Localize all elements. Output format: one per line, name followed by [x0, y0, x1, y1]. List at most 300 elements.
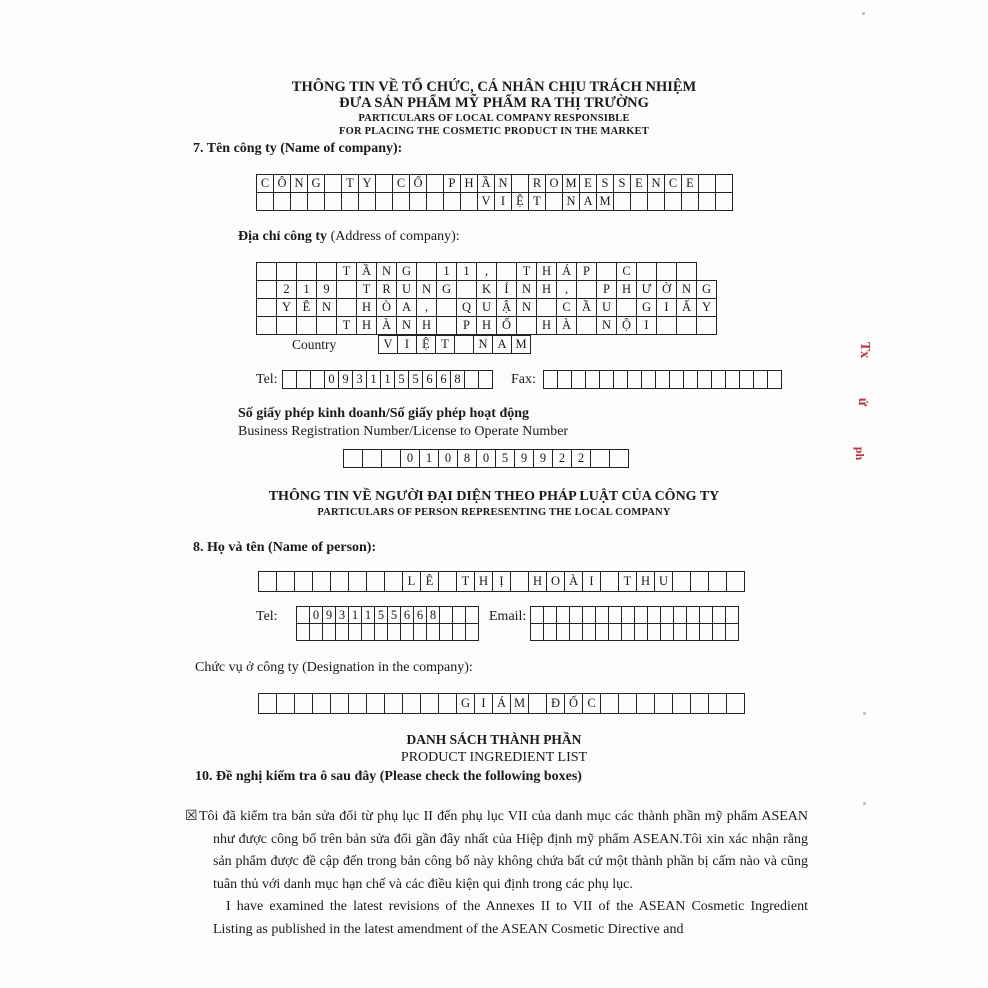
email-row: [531, 607, 739, 624]
license-cell: 0: [439, 450, 458, 468]
designation-cell: [619, 694, 637, 714]
designation-cell: [367, 694, 385, 714]
company-name-cell: [325, 175, 342, 193]
company-name-cell: Ầ: [478, 175, 495, 193]
address-cell: [457, 281, 477, 299]
address-cell: [677, 317, 697, 335]
designation-cell: [295, 694, 313, 714]
designation-cell: [727, 694, 745, 714]
tel-cell: 0: [325, 371, 339, 389]
fax-label: Fax:: [511, 372, 536, 387]
address-cell: [277, 317, 297, 335]
rep-tel-cell: [466, 624, 479, 641]
rep-title-en: PARTICULARS OF PERSON REPRESENTING THE LOCAL COMPANY: [317, 507, 671, 518]
address-cell: À: [377, 317, 397, 335]
rep-tel-cell: 5: [388, 607, 401, 624]
fax-cell: [768, 371, 782, 389]
fax-cell: [656, 371, 670, 389]
ingredient-title-en: PRODUCT INGREDIENT LIST: [400, 750, 588, 765]
address-cell: [577, 281, 597, 299]
address-cell: I: [657, 299, 677, 317]
person-name-cell: [727, 572, 745, 592]
rep-tel-cell: [375, 624, 388, 641]
rep-tel-cell: 6: [401, 607, 414, 624]
rep-title-vn: THÔNG TIN VỀ NGƯỜI ĐẠI DIỆN THEO PHÁP LUẬT CỦA CÔNG TY: [268, 489, 720, 504]
address-label: [238, 229, 460, 245]
tel-cell: [311, 371, 325, 389]
designation-label: Chức vụ ở công ty (Designation in the company):: [195, 660, 473, 675]
address-cell: K: [477, 281, 497, 299]
designation-cell: [691, 694, 709, 714]
address-cell: [657, 263, 677, 281]
address-cell: Ò: [377, 299, 397, 317]
license-cell: 1: [420, 450, 439, 468]
designation-cell: [637, 694, 655, 714]
company-name-cell: T: [342, 175, 359, 193]
address-cell: Ư: [637, 281, 657, 299]
address-cell: [277, 263, 297, 281]
address-cell: Y: [277, 299, 297, 317]
company-name-cell: [648, 193, 665, 211]
tel-cell: 1: [367, 371, 381, 389]
rep-tel-cell: 0: [310, 607, 323, 624]
fax-cell: [628, 371, 642, 389]
fax-grid: [543, 370, 782, 389]
designation-cell: [601, 694, 619, 714]
person-name-row: [259, 572, 745, 592]
address-cell: N: [377, 263, 397, 281]
address-cell: [257, 317, 277, 335]
fax-cell: [698, 371, 712, 389]
rep-tel-cell: [440, 624, 453, 641]
fax-cell: [712, 371, 726, 389]
company-name-cell: E: [682, 175, 699, 193]
email-cell: [700, 624, 713, 641]
person-name-cell: I: [583, 572, 601, 592]
designation-cell: [421, 694, 439, 714]
company-name-cell: [546, 193, 563, 211]
address-cell: [677, 263, 697, 281]
person-name-label: 8. Họ và tên (Name of person):: [193, 540, 377, 555]
address-cell: [657, 317, 677, 335]
email-cell: [596, 624, 609, 641]
company-name-cell: P: [444, 175, 461, 193]
person-name-cell: H: [529, 572, 547, 592]
email-cell: [622, 624, 635, 641]
section-title-en-1: PARTICULARS OF LOCAL COMPANY RESPONSIBLE: [358, 113, 630, 124]
address-cell: 2: [277, 281, 297, 299]
license-row: [344, 450, 629, 468]
designation-cell: [709, 694, 727, 714]
license-label-vn: Số giấy phép kinh doanh/Số giấy phép hoạt động: [238, 406, 530, 421]
address-cell: Ầ: [577, 299, 597, 317]
address-cell: G: [637, 299, 657, 317]
fax-cell: [726, 371, 740, 389]
address-cell: Ậ: [497, 299, 517, 317]
rep-tel-cell: 6: [414, 607, 427, 624]
address-cell: Ộ: [617, 317, 637, 335]
license-cell: [344, 450, 363, 468]
designation-cell: [349, 694, 367, 714]
address-cell: ,: [557, 281, 577, 299]
address-cell: [257, 281, 277, 299]
person-name-cell: [511, 572, 529, 592]
company-name-cell: [444, 193, 461, 211]
tel-cell: [283, 371, 297, 389]
address-cell: [257, 299, 277, 317]
company-name-cell: T: [529, 193, 546, 211]
company-name-cell: R: [529, 175, 546, 193]
company-name-label: 7. Tên công ty (Name of company):: [193, 141, 403, 156]
email-cell: [687, 607, 700, 624]
person-name-cell: [367, 572, 385, 592]
email-cell: [544, 607, 557, 624]
company-name-cell: N: [291, 175, 308, 193]
country-cell: Ệ: [417, 336, 436, 354]
address-cell: T: [337, 263, 357, 281]
address-cell: [537, 299, 557, 317]
company-name-cell: [308, 193, 325, 211]
rep-tel-cell: [453, 624, 466, 641]
company-name-cell: E: [631, 175, 648, 193]
person-name-cell: [601, 572, 619, 592]
company-name-cell: [291, 193, 308, 211]
address-cell: P: [577, 263, 597, 281]
address-cell: [437, 317, 457, 335]
license-cell: 5: [496, 450, 515, 468]
company-name-cell: N: [648, 175, 665, 193]
section-title-vn-1: THÔNG TIN VỀ TỔ CHỨC, CÁ NHÂN CHỊU TRÁCH NHIỆM: [291, 79, 697, 95]
rep-tel-label: Tel:: [256, 609, 278, 624]
tel-cell: 3: [353, 371, 367, 389]
person-name-cell: Ê: [421, 572, 439, 592]
address-cell: 1: [457, 263, 477, 281]
address-cell: N: [677, 281, 697, 299]
designation-cell: [655, 694, 673, 714]
tel-row: [283, 371, 493, 389]
email-cell: [661, 624, 674, 641]
section-title-vn-2: ĐƯA SẢN PHẨM MỸ PHẨM RA THỊ TRƯỜNG: [339, 95, 649, 111]
license-cell: [610, 450, 629, 468]
rep-tel-cell: 9: [323, 607, 336, 624]
tel-cell: [479, 371, 493, 389]
company-name-cell: [631, 193, 648, 211]
rep-tel-row: [297, 607, 479, 624]
email-grid: [530, 606, 739, 641]
person-name-cell: T: [619, 572, 637, 592]
company-name-cell: C: [665, 175, 682, 193]
address-cell: [417, 263, 437, 281]
company-name-cell: E: [580, 175, 597, 193]
address-cell: N: [317, 299, 337, 317]
email-cell: [726, 624, 739, 641]
company-name-cell: [376, 175, 393, 193]
rep-tel-cell: [453, 607, 466, 624]
tel-cell: 5: [395, 371, 409, 389]
company-name-cell: A: [580, 193, 597, 211]
address-cell: [697, 317, 717, 335]
tel-label: Tel:: [256, 372, 278, 387]
scan-speck: [863, 712, 866, 715]
email-cell: [583, 607, 596, 624]
country-cell: M: [512, 336, 531, 354]
rep-tel-cell: [323, 624, 336, 641]
email-cell: [648, 624, 661, 641]
country-cell: I: [398, 336, 417, 354]
address-cell: Ấ: [677, 299, 697, 317]
designation-cell: [313, 694, 331, 714]
designation-cell: [331, 694, 349, 714]
license-cell: 9: [515, 450, 534, 468]
address-cell: H: [357, 317, 377, 335]
rep-tel-cell: [401, 624, 414, 641]
address-cell: U: [397, 281, 417, 299]
person-name-cell: [691, 572, 709, 592]
address-cell: I: [637, 317, 657, 335]
address-cell: Q: [457, 299, 477, 317]
address-cell: U: [477, 299, 497, 317]
address-cell: [297, 263, 317, 281]
address-cell: [337, 299, 357, 317]
address-cell: C: [617, 263, 637, 281]
person-name-cell: L: [403, 572, 421, 592]
designation-row: [259, 694, 745, 714]
tel-cell: [465, 371, 479, 389]
address-row: [257, 263, 717, 281]
address-cell: Y: [697, 299, 717, 317]
fax-cell: [600, 371, 614, 389]
company-name-cell: [461, 193, 478, 211]
rep-tel-cell: [297, 607, 310, 624]
company-name-cell: G: [308, 175, 325, 193]
address-cell: P: [457, 317, 477, 335]
rep-tel-grid: [296, 606, 479, 641]
country-row: [379, 336, 531, 354]
country-label: Country: [292, 337, 337, 352]
address-cell: T: [337, 317, 357, 335]
company-name-cell: [614, 193, 631, 211]
company-name-cell: [393, 193, 410, 211]
declaration-vn: ☒Tôi đã kiểm tra bản sửa đổi từ phụ lục II đến phụ lục VII của danh mục các thành phần mỹ phẩm ASEAN như được công bố trên bản sửa đổi gần đây nhất của Hiệp định mỹ phẩm ASEAN.Tôi xin xác nhận rằng sản phẩm được đề cập đến trong bản công bố này không chứa bất cứ một thành phần bị cấm nào và cũng tuân thủ với danh mục hạn chế và các điều kiện qui định trong các phụ lục.: [185, 809, 808, 892]
person-name-cell: H: [475, 572, 493, 592]
address-cell: [257, 263, 277, 281]
email-cell: [609, 624, 622, 641]
country-cell: T: [436, 336, 455, 354]
ingredient-title-vn: DANH SÁCH THÀNH PHẦN: [406, 732, 582, 747]
email-cell: [531, 624, 544, 641]
rep-tel-cell: 1: [349, 607, 362, 624]
company-name-cell: [410, 193, 427, 211]
check-boxes-label: 10. Đề nghị kiểm tra ô sau đây (Please check the following boxes): [195, 769, 582, 784]
fax-cell: [754, 371, 768, 389]
fax-cell: [544, 371, 558, 389]
address-grid: [256, 262, 717, 335]
designation-cell: C: [583, 694, 601, 714]
address-row: [257, 281, 717, 299]
fax-cell: [558, 371, 572, 389]
company-name-cell: S: [597, 175, 614, 193]
email-cell: [726, 607, 739, 624]
email-cell: [531, 607, 544, 624]
company-name-cell: [427, 193, 444, 211]
company-name-cell: Ệ: [512, 193, 529, 211]
designation-cell: [259, 694, 277, 714]
email-cell: [557, 624, 570, 641]
license-cell: 2: [553, 450, 572, 468]
company-name-cell: [257, 193, 274, 211]
person-name-cell: [385, 572, 403, 592]
designation-cell: [673, 694, 691, 714]
email-cell: [635, 607, 648, 624]
address-cell: G: [397, 263, 417, 281]
tel-cell: 9: [339, 371, 353, 389]
email-cell: [570, 607, 583, 624]
address-cell: 9: [317, 281, 337, 299]
person-name-cell: U: [655, 572, 673, 592]
address-cell: [577, 317, 597, 335]
designation-cell: Ố: [565, 694, 583, 714]
margin-stamp-fragment-1: Tx: [857, 341, 873, 359]
tel-cell: 6: [423, 371, 437, 389]
country-cell: [455, 336, 474, 354]
person-name-cell: O: [547, 572, 565, 592]
company-name-cell: C: [393, 175, 410, 193]
address-cell: [317, 317, 337, 335]
fax-cell: [670, 371, 684, 389]
license-cell: 9: [534, 450, 553, 468]
country-cell: N: [474, 336, 493, 354]
address-cell: N: [517, 281, 537, 299]
address-row: [257, 317, 717, 335]
address-cell: H: [417, 317, 437, 335]
address-cell: H: [617, 281, 637, 299]
tel-cell: 6: [437, 371, 451, 389]
fax-cell: [614, 371, 628, 389]
company-name-cell: [665, 193, 682, 211]
license-cell: 8: [458, 450, 477, 468]
rep-tel-cell: [349, 624, 362, 641]
company-name-cell: V: [478, 193, 495, 211]
company-name-cell: [699, 175, 716, 193]
rep-tel-cell: [297, 624, 310, 641]
company-name-cell: M: [597, 193, 614, 211]
email-cell: [661, 607, 674, 624]
address-cell: [437, 299, 457, 317]
rep-tel-cell: 3: [336, 607, 349, 624]
address-cell: [517, 317, 537, 335]
email-cell: [557, 607, 570, 624]
rep-tel-cell: [310, 624, 323, 641]
email-cell: [622, 607, 635, 624]
fax-row: [544, 371, 782, 389]
email-cell: [674, 607, 687, 624]
address-cell: [337, 281, 357, 299]
address-cell: H: [537, 281, 557, 299]
company-name-cell: [342, 193, 359, 211]
license-grid: [343, 449, 629, 468]
person-name-cell: H: [637, 572, 655, 592]
address-row: [257, 299, 717, 317]
company-name-cell: M: [563, 175, 580, 193]
declaration-block: [185, 806, 808, 941]
person-name-cell: [313, 572, 331, 592]
company-name-row: [257, 175, 733, 193]
email-cell: [635, 624, 648, 641]
email-cell: [596, 607, 609, 624]
fax-cell: [740, 371, 754, 389]
address-cell: A: [397, 299, 417, 317]
tel-cell: 1: [381, 371, 395, 389]
company-name-cell: [359, 193, 376, 211]
company-name-cell: [716, 175, 733, 193]
company-name-cell: N: [563, 193, 580, 211]
address-label-rest: (Address of company):: [327, 229, 460, 244]
address-cell: H: [537, 263, 557, 281]
address-cell: Á: [557, 263, 577, 281]
designation-cell: G: [457, 694, 475, 714]
email-cell: [700, 607, 713, 624]
address-cell: G: [697, 281, 717, 299]
address-cell: [317, 263, 337, 281]
rep-tel-cell: [414, 624, 427, 641]
declaration-vn-text: Tôi đã kiểm tra bản sửa đổi từ phụ lục II đến phụ lục VII của danh mục các thành phần mỹ phẩm ASEAN như được công bố trên bản sửa đổi gần đây nhất của Hiệp định mỹ phẩm ASEAN.Tôi xin xác nhận rằng sản phẩm được đề cập đến trong bản công bố này không chứa bất cứ một thành phần bị cấm nào và cũng tuân thủ với danh mục hạn chế và các điều kiện qui định trong các phụ lục.: [199, 809, 808, 892]
address-cell: ,: [417, 299, 437, 317]
rep-tel-cell: [427, 624, 440, 641]
email-row: [531, 624, 739, 641]
tel-cell: 8: [451, 371, 465, 389]
license-cell: 0: [401, 450, 420, 468]
address-cell: Ố: [497, 317, 517, 335]
margin-stamp-fragment-2: ử: [855, 397, 871, 407]
designation-cell: I: [475, 694, 493, 714]
rep-tel-cell: [466, 607, 479, 624]
person-name-cell: [439, 572, 457, 592]
tel-cell: [297, 371, 311, 389]
address-cell: [297, 317, 317, 335]
designation-cell: [529, 694, 547, 714]
address-cell: H: [537, 317, 557, 335]
address-cell: R: [377, 281, 397, 299]
address-cell: C: [557, 299, 577, 317]
fax-cell: [642, 371, 656, 389]
address-cell: ,: [477, 263, 497, 281]
company-name-cell: N: [495, 175, 512, 193]
address-cell: T: [357, 281, 377, 299]
person-name-cell: [277, 572, 295, 592]
rep-tel-cell: [336, 624, 349, 641]
company-name-cell: C: [257, 175, 274, 193]
rep-tel-cell: [388, 624, 401, 641]
address-cell: [597, 263, 617, 281]
license-cell: [591, 450, 610, 468]
email-cell: [570, 624, 583, 641]
address-cell: 1: [297, 281, 317, 299]
address-cell: Í: [497, 281, 517, 299]
rep-tel-cell: 1: [362, 607, 375, 624]
address-cell: N: [417, 281, 437, 299]
person-name-cell: [349, 572, 367, 592]
designation-cell: [439, 694, 457, 714]
company-name-cell: [699, 193, 716, 211]
address-cell: T: [517, 263, 537, 281]
license-cell: [382, 450, 401, 468]
person-name-grid: [258, 571, 745, 592]
person-name-cell: [295, 572, 313, 592]
company-name-cell: S: [614, 175, 631, 193]
address-label-bold: Địa chỉ công ty: [238, 229, 328, 244]
company-name-cell: [716, 193, 733, 211]
rep-tel-cell: [362, 624, 375, 641]
